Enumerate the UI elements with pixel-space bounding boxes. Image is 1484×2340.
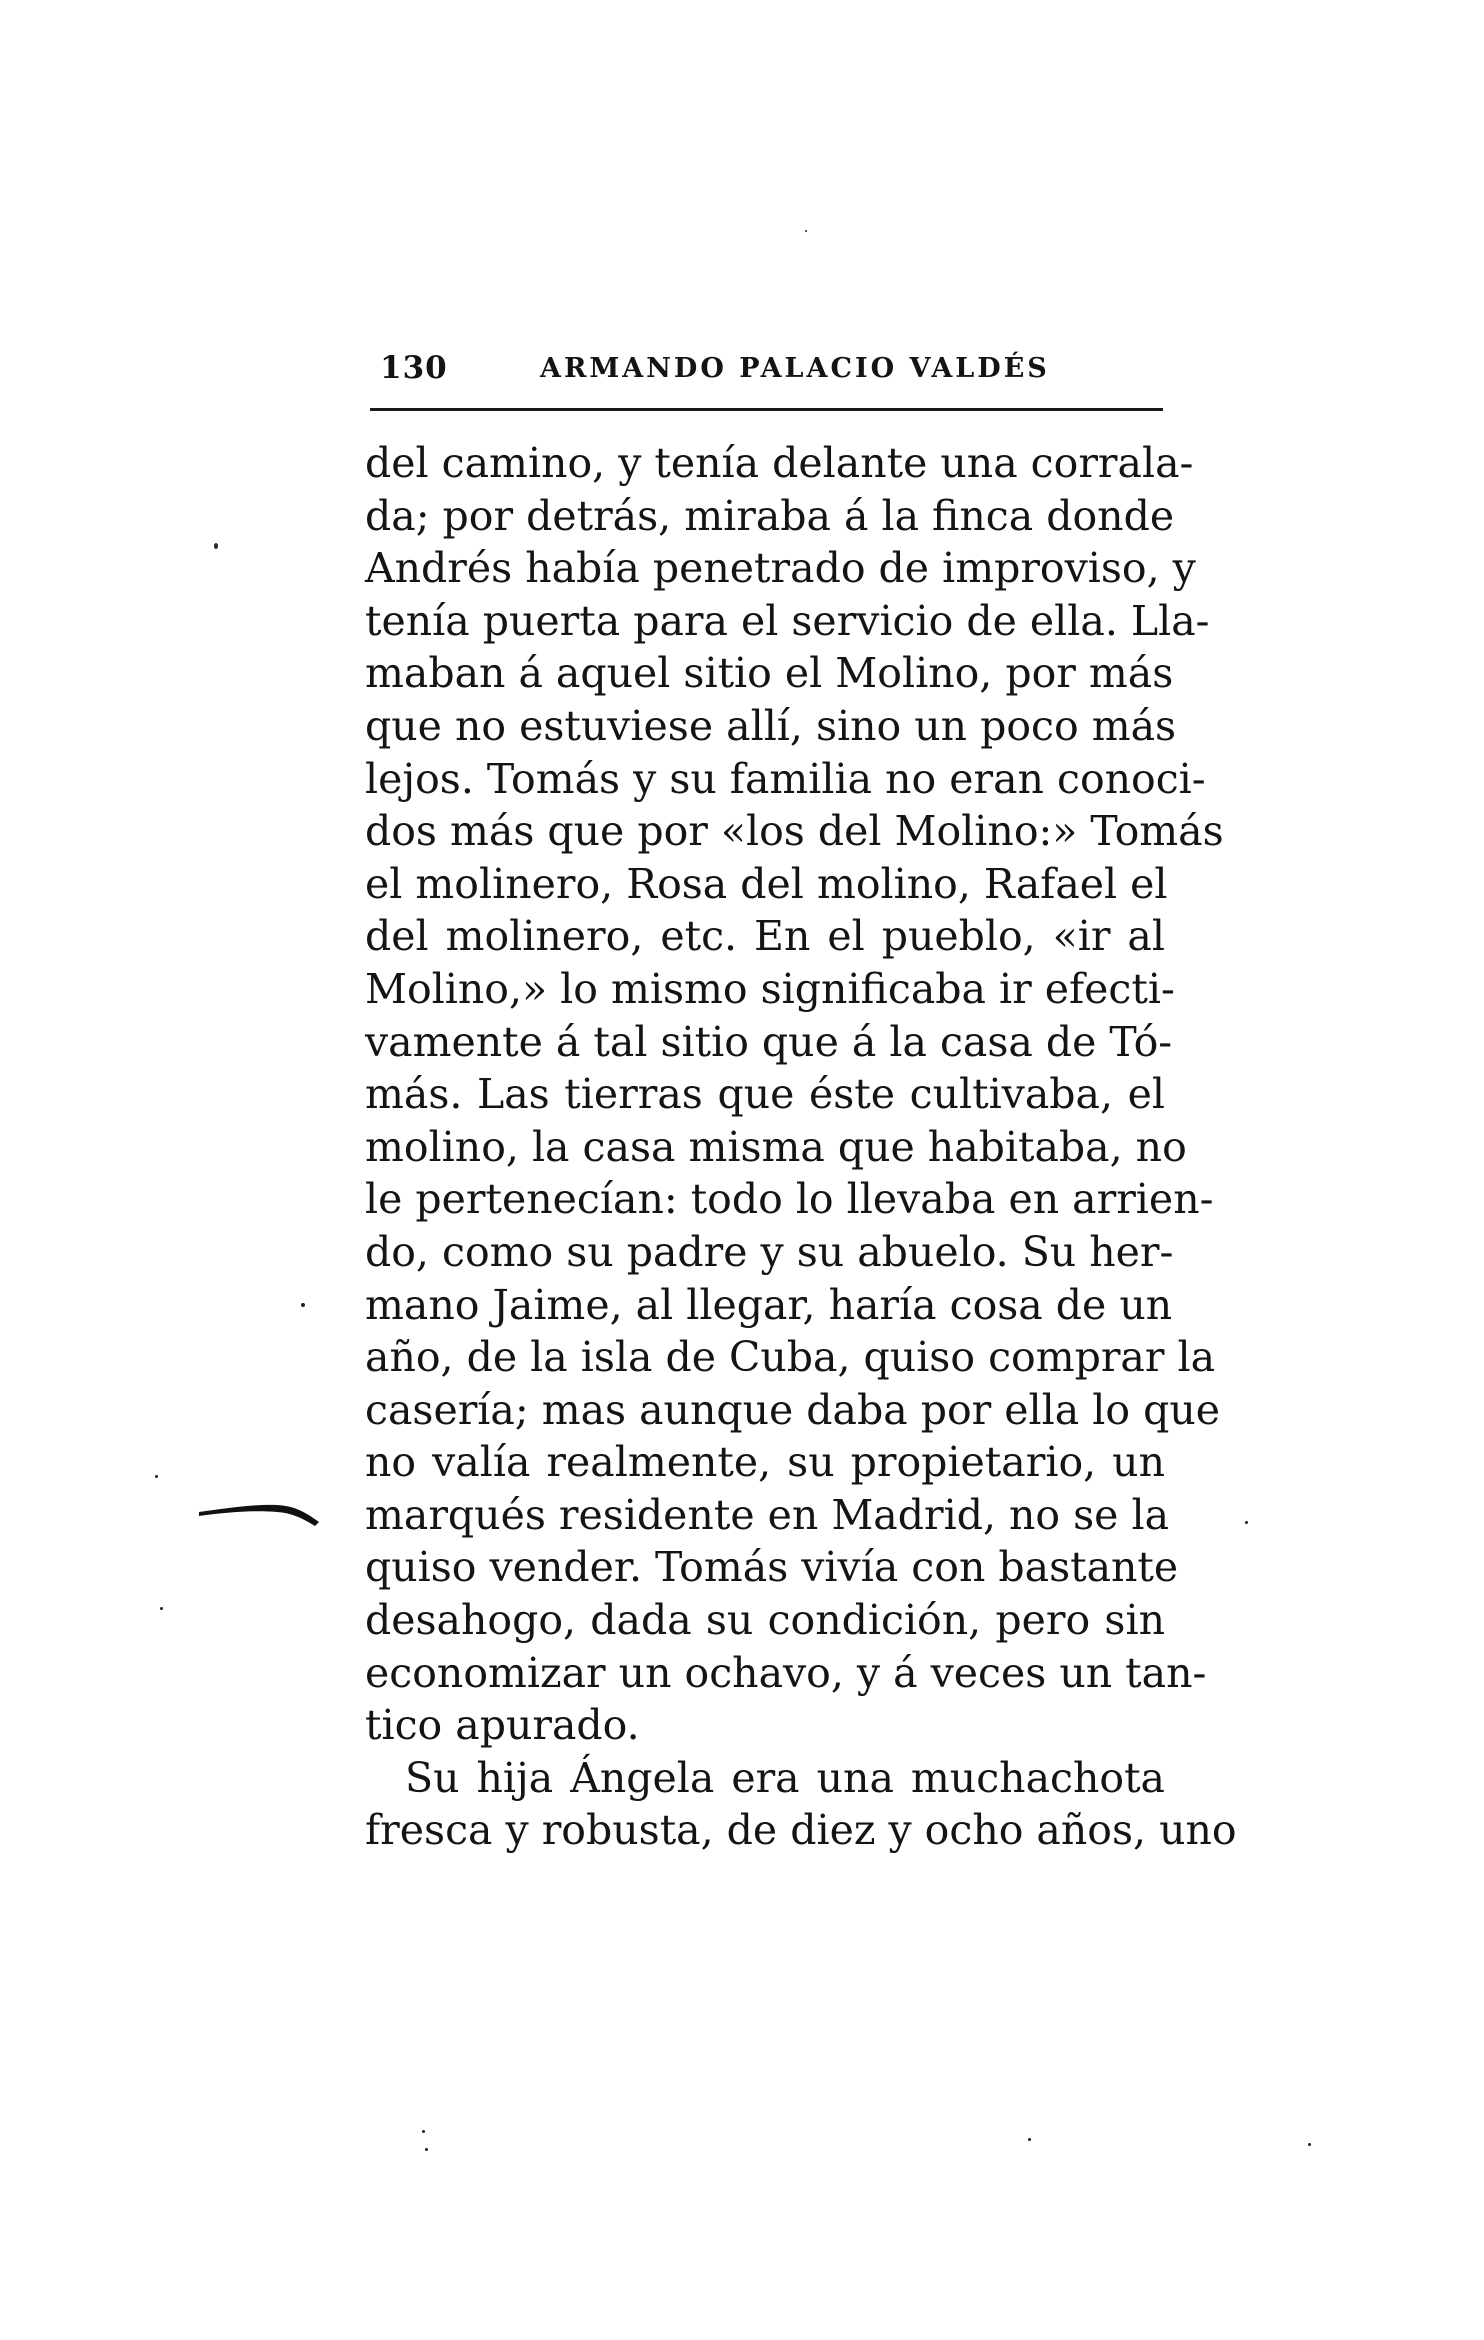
text-line: del molinero, etc. En el pueblo, «ir al [365, 912, 1165, 961]
text-line: dos más que por «los del Molino:» Tomás [365, 807, 1224, 856]
running-title: ARMANDO PALACIO VALDÉS [540, 353, 1050, 384]
text-line: mano Jaime, al llegar, haría cosa de un [365, 1280, 1173, 1329]
ink-smudge [197, 1500, 327, 1530]
text-line: le pertenecían: todo lo llevaba en arrien- [365, 1175, 1214, 1224]
text-line: tenía puerta para el servicio de ella. Lla- [365, 596, 1210, 645]
text-line: quiso vender. Tomás vivía con bastante [365, 1543, 1179, 1592]
text-line: do, como su padre y su abuelo. Su her- [365, 1227, 1174, 1276]
scan-speck [425, 2148, 428, 2151]
text-line: casería; mas aunque daba por ella lo que [365, 1385, 1220, 1434]
text-line: Molino,» lo mismo significaba ir efecti- [365, 964, 1175, 1013]
text-line: economizar un ochavo, y á veces un tan- [365, 1648, 1207, 1697]
scan-speck [422, 2130, 425, 2133]
text-line: maban á aquel sitio el Molino, por más [365, 649, 1174, 698]
scan-speck [214, 543, 218, 549]
text-line: molino, la casa misma que habitaba, no [365, 1122, 1187, 1171]
text-line: que no estuviese allí, sino un poco más [365, 701, 1177, 750]
text-line: más. Las tierras que éste cultivaba, el [365, 1070, 1165, 1119]
text-line: no valía realmente, su propietario, un [365, 1438, 1165, 1487]
scan-speck [1245, 1521, 1248, 1524]
scan-speck [805, 230, 807, 232]
text-line: fresca y robusta, de diez y ocho años, uno [365, 1806, 1237, 1855]
header-rule [370, 408, 1163, 411]
paragraph-end-line: tico apurado. [365, 1701, 640, 1750]
page-header [370, 350, 1163, 410]
scan-speck [301, 1303, 305, 1307]
text-line: vamente á tal sitio que á la casa de Tó- [365, 1017, 1173, 1066]
text-line: del camino, y tenía delante una corrala- [365, 439, 1194, 487]
text-line: Andrés había penetrado de improviso, y [365, 544, 1196, 593]
page-number: 130 [380, 350, 448, 386]
text-line: año, de la isla de Cuba, quiso comprar la [365, 1333, 1216, 1382]
scan-speck [1028, 2138, 1031, 2141]
text-line: el molinero, Rosa del molino, Rafael el [365, 859, 1168, 908]
body-text [365, 437, 1237, 1857]
paragraph-start-line: Su hija Ángela era una muchachota [405, 1753, 1165, 1802]
scan-speck [155, 1475, 158, 1478]
text-line: desahogo, dada su condición, pero sin [365, 1596, 1165, 1645]
text-line: lejos. Tomás y su familia no eran conoci- [365, 754, 1206, 803]
scan-speck [160, 1607, 163, 1610]
scan-speck [1308, 2143, 1311, 2146]
text-line: da; por detrás, miraba á la finca donde [365, 491, 1175, 540]
text-line: marqués residente en Madrid, no se la [365, 1490, 1170, 1539]
